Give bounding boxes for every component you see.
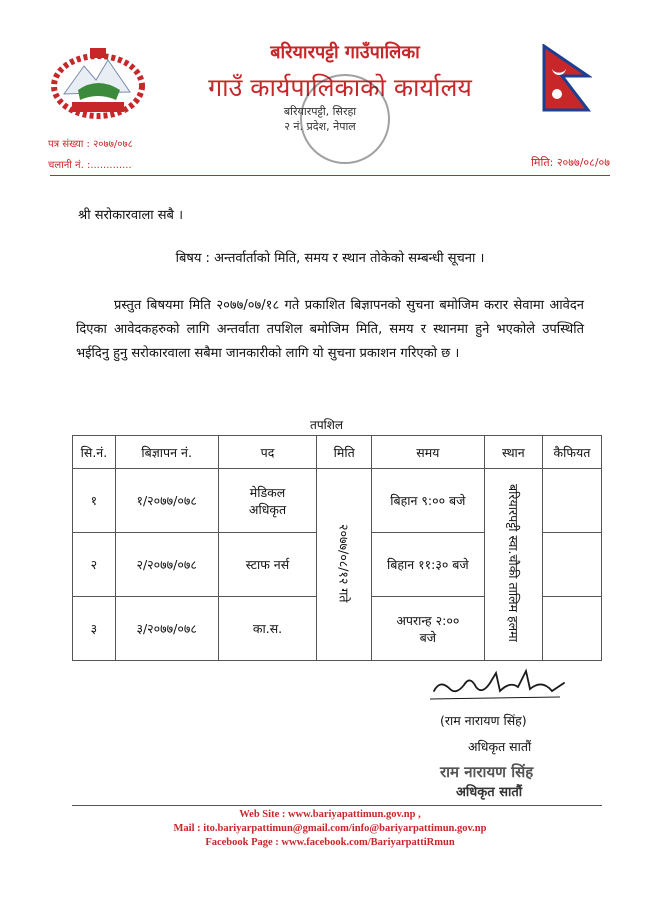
table-header-row bbox=[73, 436, 602, 469]
address-line-1: बरियारपट्टी, सिरहा bbox=[283, 105, 357, 118]
handwritten-signature-icon bbox=[430, 665, 570, 703]
footer-facebook: Facebook Page : www.facebook.com/BariyarpattiRmun bbox=[205, 837, 455, 848]
signer-title: अधिकृत सातौं bbox=[468, 739, 532, 754]
remarks bbox=[542, 469, 601, 533]
footer-email: Mail : ito.bariyarpattimun@gmail.com/info@bariyarpattimun.gov.np bbox=[173, 823, 487, 834]
interview-place-cell bbox=[484, 469, 542, 661]
remarks bbox=[542, 533, 601, 597]
interview-date: २०७७/०८/१२ गते bbox=[336, 523, 352, 603]
designation-stamp: अधिकृत सातौं bbox=[456, 785, 523, 800]
table-row bbox=[73, 469, 602, 533]
post-name: स्टाफ नर्स bbox=[218, 533, 317, 597]
footer-website: Web Site : www.bariyapattimun.gov.np , bbox=[239, 809, 421, 820]
column-header: समय bbox=[371, 436, 484, 469]
column-header: स्थान bbox=[484, 436, 542, 469]
municipality-name: बरियारपट्टी गाउँपालिका bbox=[270, 42, 420, 63]
recipient: श्री सरोकारवाला सबै । bbox=[78, 208, 184, 223]
remarks bbox=[542, 597, 601, 661]
serial-number: १ bbox=[73, 469, 116, 533]
address-line-2: २ नं. प्रदेश, नेपाल bbox=[284, 120, 356, 133]
serial-number: २ bbox=[73, 533, 116, 597]
nepal-emblem-icon bbox=[50, 42, 146, 120]
letter-date: मिति: २०७७/०८/०७ bbox=[531, 156, 610, 169]
column-header: कैफियत bbox=[542, 436, 601, 469]
serial-number: ३ bbox=[73, 597, 116, 661]
interview-place: बरियारपट्टी स्वा.चौकी तालिम हलमा bbox=[505, 484, 521, 642]
table-caption: तपशिल bbox=[310, 418, 344, 432]
interview-time: बिहान ११:३० बजे bbox=[371, 533, 484, 597]
header-divider bbox=[50, 175, 610, 176]
advertisement-number: ३/२०७७/०७८ bbox=[115, 597, 218, 661]
column-header: मिति bbox=[317, 436, 371, 469]
post-name: मेडिकल अधिकृत bbox=[218, 469, 317, 533]
interview-schedule-table bbox=[72, 435, 602, 661]
interview-time: बिहान ९:०० बजे bbox=[371, 469, 484, 533]
nepal-flag-icon bbox=[542, 44, 592, 112]
column-header: सि.नं. bbox=[73, 436, 116, 469]
body-paragraph: प्रस्तुत बिषयमा मिति २०७७/०७/१८ गते प्रकाशित बिज्ञापनको सुचना बमोजिम करार सेवामा आवेदन दिएका आवेदकहरुको लागि अन्तर्वाता तपशिल बमोजिम मिति, समय र स्थानमा हुने भएकोले उपस्थिति भईदिनु हुनु सरोकारवाला सबैमा जानकारीको लागि यो सुचना प्रकाशन गरिएको छ । bbox=[76, 298, 584, 361]
subject-line: बिषय : अन्तर्वार्ताको मिति, समय र स्थान तोकेको सम्बन्धी सूचना । bbox=[175, 251, 485, 266]
footer-divider bbox=[72, 805, 602, 806]
name-stamp: राम नारायण सिंह bbox=[440, 763, 534, 781]
reference-number: पत्र संख्या : २०७७/०७८ bbox=[48, 139, 133, 150]
post-name: का.स. bbox=[218, 597, 317, 661]
column-header: बिज्ञापन नं. bbox=[115, 436, 218, 469]
interview-date-cell bbox=[317, 469, 371, 661]
advertisement-number: २/२०७७/०७८ bbox=[115, 533, 218, 597]
interview-time: अपरान्ह २:०० बजे bbox=[371, 597, 484, 661]
advertisement-number: १/२०७७/०७८ bbox=[115, 469, 218, 533]
signer-name: (राम नारायण सिंह) bbox=[440, 713, 527, 728]
dispatch-number: चलानी नं. :............. bbox=[48, 160, 132, 171]
office-address bbox=[230, 104, 410, 134]
office-name: गाउँ कार्यपालिकाको कार्यालय bbox=[208, 73, 472, 102]
column-header: पद bbox=[218, 436, 317, 469]
